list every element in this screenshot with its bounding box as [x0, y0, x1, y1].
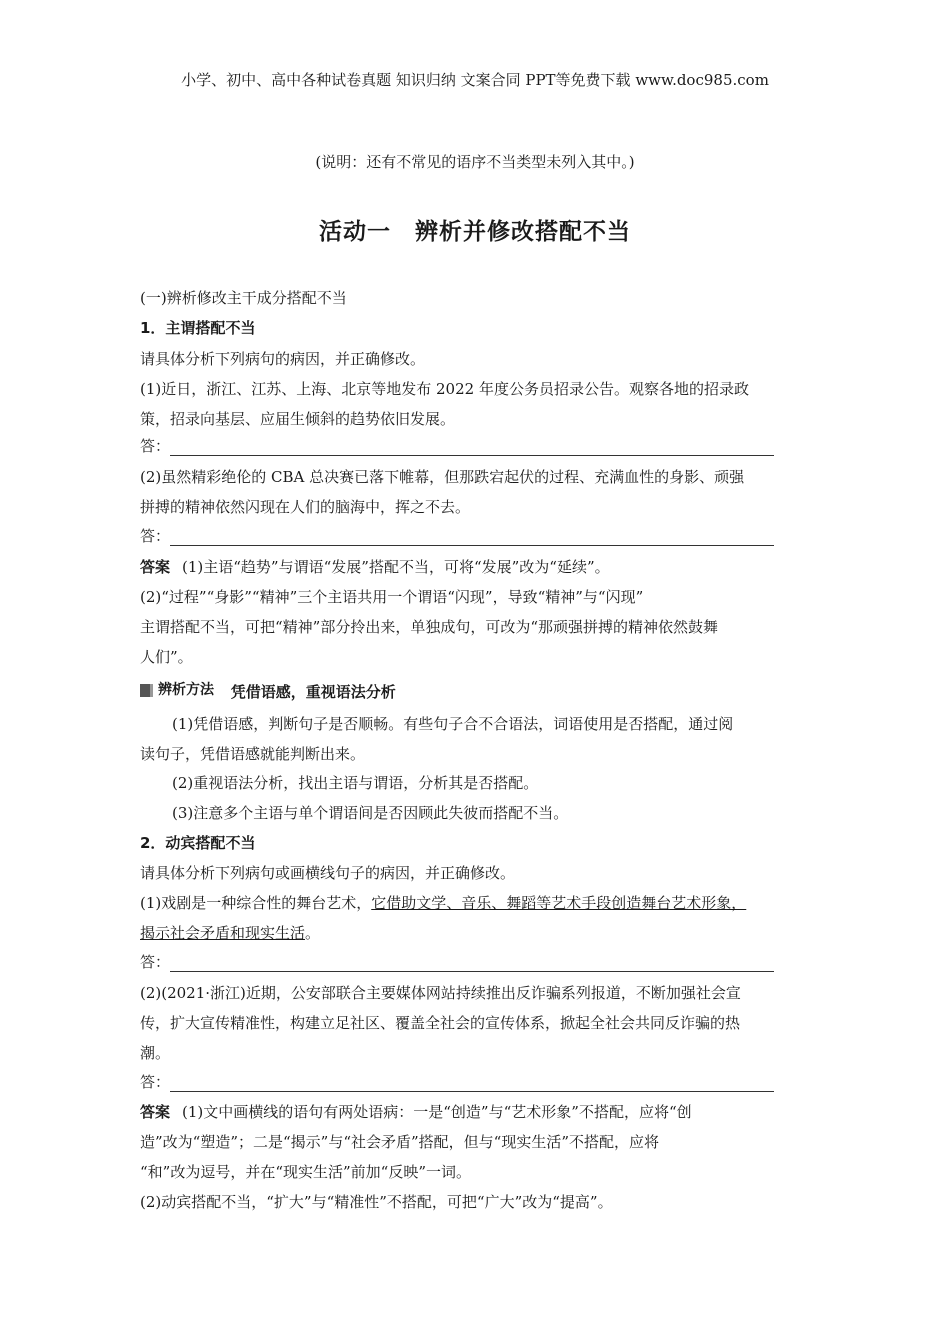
answer-line[interactable]: [170, 957, 774, 972]
answer-text: (1)文中画横线的语句有两处语病：一是“创造”与“艺术形象”不搭配，应将“创: [182, 1103, 692, 1121]
question-2-1-cont: 揭示社会矛盾和现实生活。: [140, 924, 321, 942]
method-3: (3)注意多个主语与单个谓语间是否因顾此失彼而搭配不当。: [172, 804, 569, 822]
method-1-cont: 读句子，凭借语感就能判断出来。: [140, 745, 366, 763]
instruction-1: 请具体分析下列病句的病因，并正确修改。: [140, 350, 426, 368]
method-1: (1)凭借语感，判断句子是否顺畅。有些句子合不合语法，词语使用是否搭配，通过阅: [172, 715, 734, 733]
answer-blank-2[interactable]: [140, 526, 774, 546]
answer-2: (2)“过程”“身影”“精神”三个主语共用一个谓语“闪现”，导致“精神”与“闪现”: [140, 588, 644, 606]
section-heading: (一)辨析修改主干成分搭配不当: [140, 289, 347, 307]
question-2-1: (1)戏剧是一种综合性的舞台艺术，它借助文学、音乐、舞蹈等艺术手段创造舞台艺术形象，: [140, 894, 747, 912]
method-badge: 辨析方法: [140, 680, 214, 700]
page-header: 小学、初中、高中各种试卷真题 知识归纳 文案合同 PPT等免费下载 www.doc985.com: [181, 71, 769, 89]
question-2-2-cont: 传，扩大宣传精准性，构建立足社区、覆盖全社会的宣传体系，掀起全社会共同反诈骗的热: [140, 1014, 741, 1032]
subheading-2: 2．动宾搭配不当: [140, 834, 256, 852]
instruction-2: 请具体分析下列病句或画横线句子的病因，并正确修改。: [140, 864, 516, 882]
question-1-2-cont: 拼搏的精神依然闪现在人们的脑海中，挥之不去。: [140, 498, 471, 516]
answer-label: 答案: [140, 1103, 171, 1121]
answer-blank-1[interactable]: [140, 436, 774, 456]
subheading-1: 1．主谓搭配不当: [140, 319, 256, 337]
answer-3-cont2: “和”改为逗号，并在“现实生活”前加“反映”一词。: [140, 1163, 472, 1181]
note: (说明：还有不常见的语序不当类型未列入其中。): [315, 153, 635, 171]
answer-text: (1)主语“趋势”与谓语“发展”搭配不当，可将“发展”改为“延续”。: [182, 558, 610, 576]
answer-line[interactable]: [170, 1077, 774, 1092]
answer-label: 答案: [140, 558, 171, 576]
answer-2-cont: 主谓搭配不当，可把“精神”部分拎出来，单独成句，可改为“那顽强拼搏的精神依然鼓舞: [140, 618, 719, 636]
badge-marker-icon: [140, 684, 153, 697]
question-1-1: (1)近日，浙江、江苏、上海、北京等地发布 2022 年度公务员招录公告。观察各地的招录政: [140, 380, 749, 398]
method-2: (2)重视语法分析，找出主语与谓语，分析其是否搭配。: [172, 774, 539, 792]
method-box: [140, 680, 396, 702]
answer-blank-4[interactable]: [140, 1072, 774, 1092]
underlined-sentence: 它借助文学、音乐、舞蹈等艺术手段创造舞台艺术形象，: [371, 894, 747, 912]
page-title: 活动一 辨析并修改搭配不当: [319, 219, 631, 245]
answer-1: [140, 557, 610, 577]
question-1-1-cont: 策，招录向基层、应届生倾斜的趋势依旧发展。: [140, 410, 456, 428]
answer-prefix: 答：: [140, 953, 171, 971]
answer-2-cont2: 人们”。: [140, 648, 193, 666]
underlined-sentence-cont: 揭示社会矛盾和现实生活: [140, 924, 306, 942]
answer-line[interactable]: [170, 441, 774, 456]
question-2-2-cont2: 潮。: [140, 1044, 171, 1062]
answer-prefix: 答：: [140, 527, 171, 545]
answer-4: (2)动宾搭配不当，“扩大”与“精准性”不搭配，可把“广大”改为“提高”。: [140, 1193, 613, 1211]
question-1-2: (2)虽然精彩绝伦的 CBA 总决赛已落下帷幕，但那跌宕起伏的过程、充满血性的身影、顽强: [140, 468, 745, 486]
question-2-2: (2)(2021·浙江)近期，公安部联合主要媒体网站持续推出反诈骗系列报道，不断加强社会宣: [140, 984, 741, 1002]
answer-prefix: 答：: [140, 437, 171, 455]
answer-3: [140, 1102, 692, 1122]
answer-3-cont: 造”改为“塑造”；二是“揭示”与“社会矛盾”搭配，但与“现实生活”不搭配，应将: [140, 1133, 660, 1151]
answer-blank-3[interactable]: [140, 952, 774, 972]
answer-prefix: 答：: [140, 1073, 171, 1091]
answer-line[interactable]: [170, 531, 774, 546]
method-title: 凭借语感，重视语法分析: [230, 682, 396, 701]
